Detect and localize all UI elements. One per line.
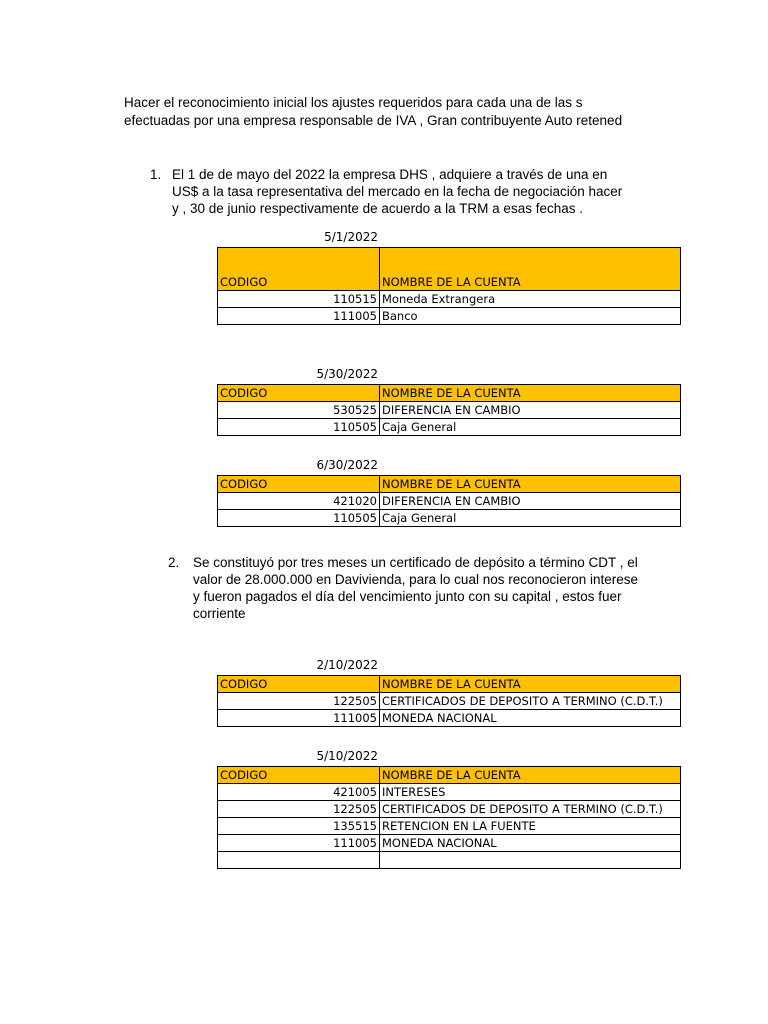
exercise-2 bbox=[168, 554, 768, 624]
table-row bbox=[218, 291, 681, 308]
table-row bbox=[218, 835, 681, 852]
table-row bbox=[218, 801, 681, 818]
account-name: Caja General bbox=[380, 419, 681, 436]
account-name bbox=[380, 852, 681, 869]
account-name-column-header: NOMBRE DE LA CUENTA bbox=[380, 676, 681, 693]
account-name: CERTIFICADOS DE DEPOSITO A TERMINO (C.D.T.) bbox=[380, 693, 681, 710]
exercise-line: US$ a la tasa representativa del mercado en la fecha de negociación hacer bbox=[172, 184, 623, 199]
exercise-line: y fueron pagados el día del vencimiento junto con su capital , estos fuer bbox=[193, 589, 622, 604]
account-code: 530525 bbox=[218, 402, 380, 419]
code-column-header: CODIGO bbox=[218, 676, 380, 693]
account-name-column-header: NOMBRE DE LA CUENTA bbox=[380, 248, 681, 291]
account-name: MONEDA NACIONAL bbox=[380, 710, 681, 727]
exercise-line: Se constituyó por tres meses un certificado de depósito a término CDT , el bbox=[193, 555, 638, 570]
account-code: 421020 bbox=[218, 493, 380, 510]
exercise-text bbox=[172, 166, 622, 217]
account-code: 110505 bbox=[218, 510, 380, 527]
account-name-column-header: NOMBRE DE LA CUENTA bbox=[380, 767, 681, 784]
code-column-header: CODIGO bbox=[218, 767, 380, 784]
table-row bbox=[218, 510, 681, 527]
journal-table bbox=[217, 766, 681, 869]
journal-table bbox=[217, 675, 681, 727]
entry-date: 5/30/2022 bbox=[316, 367, 378, 381]
account-name: Caja General bbox=[380, 510, 681, 527]
account-code: 111005 bbox=[218, 710, 380, 727]
table-header-row bbox=[218, 248, 681, 291]
entry-date: 5/1/2022 bbox=[324, 230, 378, 244]
account-code: 122505 bbox=[218, 693, 380, 710]
table-row bbox=[218, 419, 681, 436]
account-code: 110505 bbox=[218, 419, 380, 436]
journal-table bbox=[217, 475, 681, 527]
exercise-line: El 1 de de mayo del 2022 la empresa DHS , adquiere a través de una en bbox=[172, 167, 608, 182]
account-name: Banco bbox=[380, 308, 681, 325]
entry-date: 6/30/2022 bbox=[316, 458, 378, 472]
code-column-header: CODIGO bbox=[218, 385, 380, 402]
instructions-paragraph bbox=[124, 94, 768, 130]
exercise-line: valor de 28.000.000 en Davivienda, para lo cual nos reconocieron interese bbox=[193, 572, 639, 587]
account-code: 135515 bbox=[218, 818, 380, 835]
exercise-number: 1. bbox=[150, 167, 162, 182]
exercise-1 bbox=[150, 166, 768, 218]
journal-table bbox=[217, 247, 681, 325]
account-code: 111005 bbox=[218, 308, 380, 325]
account-name: MONEDA NACIONAL bbox=[380, 835, 681, 852]
account-name: CERTIFICADOS DE DEPOSITO A TERMINO (C.D.T.) bbox=[380, 801, 681, 818]
account-name-column-header: NOMBRE DE LA CUENTA bbox=[380, 385, 681, 402]
table-header-row bbox=[218, 385, 681, 402]
account-name: Moneda Extrangera bbox=[380, 291, 681, 308]
exercise-text bbox=[193, 554, 638, 622]
entry-date: 2/10/2022 bbox=[316, 658, 378, 672]
exercise-number: 2. bbox=[168, 555, 180, 570]
table-header-row bbox=[218, 676, 681, 693]
journal-table bbox=[217, 384, 681, 436]
code-column-header: CODIGO bbox=[218, 476, 380, 493]
code-column-header: CODIGO bbox=[218, 248, 380, 291]
table-row bbox=[218, 710, 681, 727]
instructions-line: efectuadas por una empresa responsable de IVA , Gran contribuyente Auto retened bbox=[124, 113, 623, 128]
account-code bbox=[218, 852, 380, 869]
account-code: 122505 bbox=[218, 801, 380, 818]
account-code: 111005 bbox=[218, 835, 380, 852]
table-row bbox=[218, 693, 681, 710]
table-row bbox=[218, 308, 681, 325]
table-row bbox=[218, 402, 681, 419]
exercise-line: y , 30 de junio respectivamente de acuerdo a la TRM a esas fechas . bbox=[172, 201, 583, 216]
account-code: 110515 bbox=[218, 291, 380, 308]
account-name: DIFERENCIA EN CAMBIO bbox=[380, 493, 681, 510]
entry-date: 5/10/2022 bbox=[316, 749, 378, 763]
exercise-line: corriente bbox=[193, 606, 246, 621]
account-name: INTERESES bbox=[380, 784, 681, 801]
table-row bbox=[218, 818, 681, 835]
account-name: DIFERENCIA EN CAMBIO bbox=[380, 402, 681, 419]
table-row bbox=[218, 493, 681, 510]
instructions-line: Hacer el reconocimiento inicial los ajustes requeridos para cada una de las s bbox=[124, 95, 583, 110]
table-header-row bbox=[218, 767, 681, 784]
table-header-row bbox=[218, 476, 681, 493]
table-row bbox=[218, 784, 681, 801]
table-row bbox=[218, 852, 681, 869]
account-name-column-header: NOMBRE DE LA CUENTA bbox=[380, 476, 681, 493]
account-code: 421005 bbox=[218, 784, 380, 801]
account-name: RETENCION EN LA FUENTE bbox=[380, 818, 681, 835]
